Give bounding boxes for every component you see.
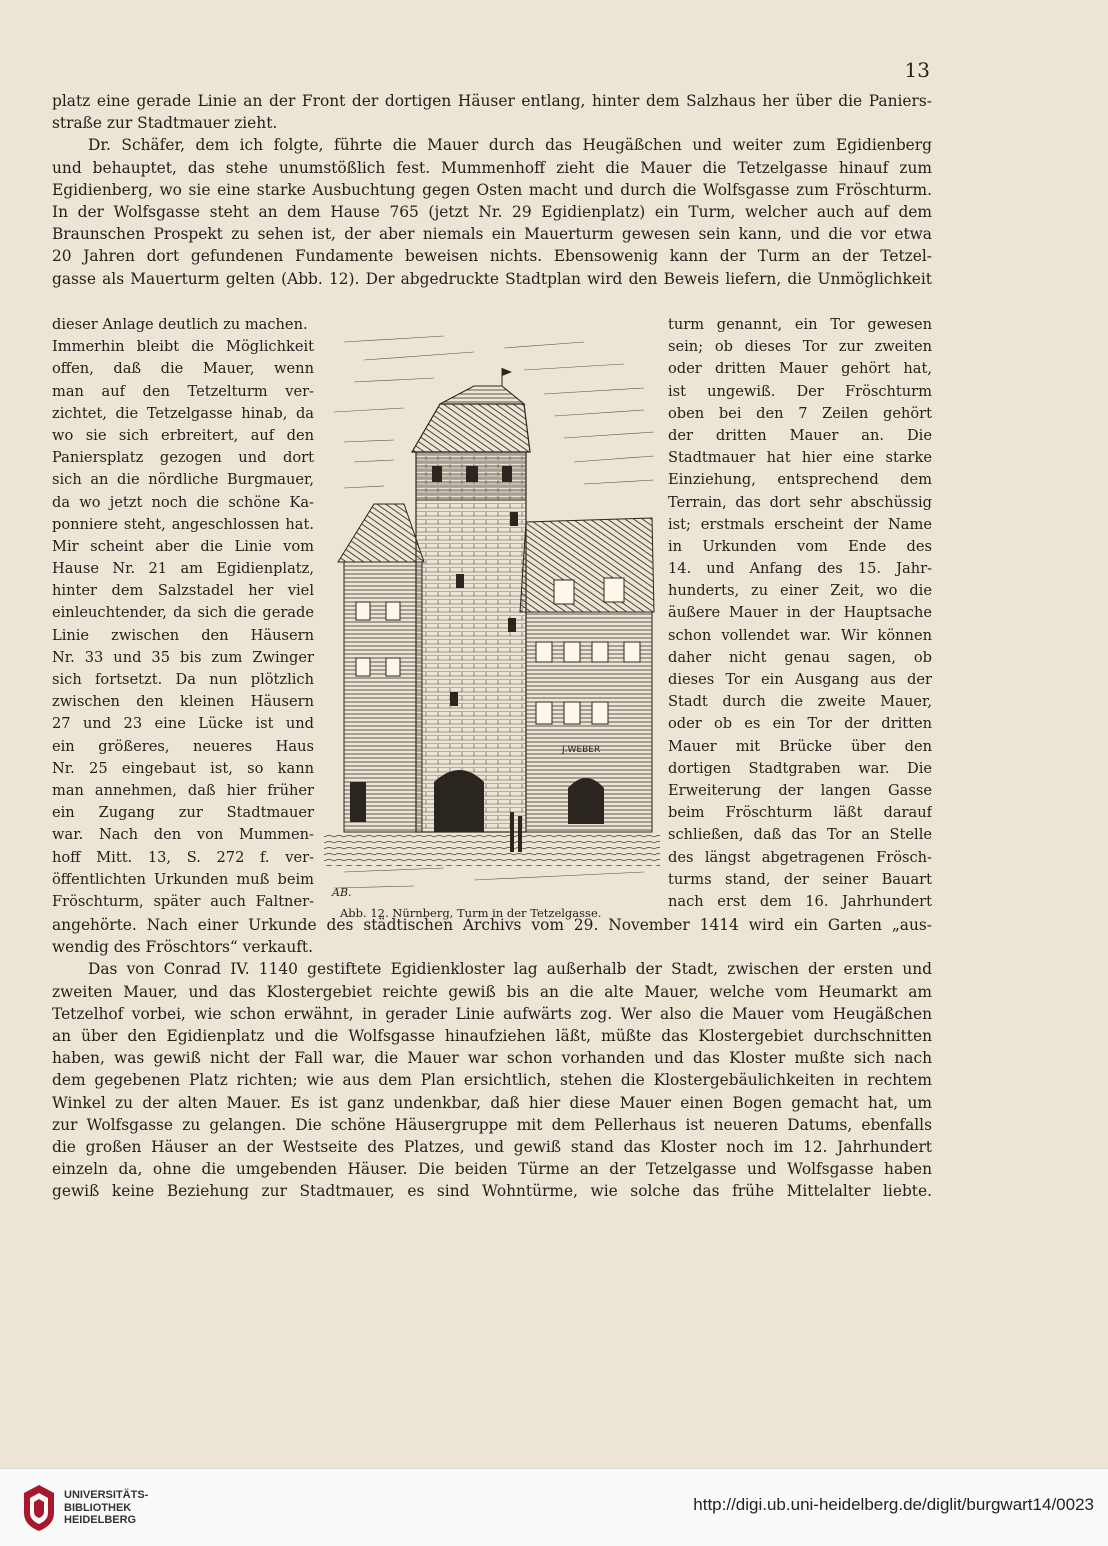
figure-caption: Abb. 12. Nürnberg, Turm in der Tetzelgasse. [340,906,602,920]
text-line: Egidienberg, wo sie eine starke Ausbuchtung gegen Osten macht und durch die Wolfsgasse zum Fröschturm. [52,180,932,199]
library-name-line: UNIVERSITÄTS- [64,1489,149,1501]
library-footer [0,1468,1108,1546]
text-line: dortigen Stadtgraben war. Die [668,759,932,777]
text-line: man auf den Tetzelturm ver- [52,382,314,400]
text-line: Immerhin bleibt die Möglichkeit [52,338,314,356]
text-line: Einziehung, entsprechend dem [668,471,932,489]
text-line: sich fortsetzt. Da nun plötzlich [52,671,314,688]
text-line: offen, daß die Mauer, wenn [52,360,314,378]
text-line: Mauer mit Brücke über den [668,737,932,755]
text-line: an über den Egidienplatz und die Wolfsgasse hinaufziehen läßt, müßte das Klostergebiet durchschnitten [52,1026,932,1045]
text-line: straße zur Stadtmauer zieht. [52,114,278,133]
text-line: des längst abgetragenen Frösch- [668,848,932,866]
text-line: Paniersplatz gezogen und dort [52,449,314,467]
text-line: oder dritten Mauer gehört hat, [668,360,932,378]
library-name-line: BIBLIOTHEK [64,1501,132,1514]
text-line: platz eine gerade Linie an der Front der dortigen Häuser entlang, hinter dem Salzhaus her über die Paniers- [52,92,932,110]
text-line: einleuchtender, da sich die gerade [52,604,314,622]
right-column [668,314,932,913]
text-line: sich an die nördliche Burgmauer, [52,471,314,489]
text-line: In der Wolfsgasse steht an dem Hause 765 (jetzt Nr. 29 Egidienplatz) ein Turm, welcher auch auf dem [52,202,932,221]
text-line: ist; erstmals erscheint der Name [668,515,932,533]
text-line: dieses Tor ein Ausgang aus der [668,671,932,688]
text-line: Mir scheint aber die Linie vom [52,537,314,555]
outro-paragraph [52,914,932,1202]
text-line: hoff Mitt. 13, S. 272 f. ver- [52,848,314,866]
left-house [338,504,424,832]
right-house [520,518,654,832]
text-line: Hause Nr. 21 am Egidienplatz, [52,560,314,578]
text-line: gewiß keine Beziehung zur Stadtmauer, es sind Wohntürme, wie solche das frühe Mittelalter liebte. [52,1182,932,1201]
text-line: Stadt durch die zweite Mauer, [668,693,932,711]
text-line: Terrain, das dort sehr abschüssig [668,493,932,511]
text-line: ein größeres, neueres Haus [52,737,314,755]
text-line: war. Nach den von Mummen- [52,826,314,844]
text-line: 27 und 23 eine Lücke ist und [52,715,314,733]
text-line: der dritten Mauer an. Die [668,426,932,444]
text-line: in Urkunden vom Ende des [668,537,932,555]
text-line: zwischen den kleinen Häusern [52,693,314,711]
text-line: beim Fröschturm läßt darauf [668,804,932,822]
page-number: 13 [904,58,930,82]
library-name [64,1489,148,1527]
text-line: 14. und Anfang des 15. Jahr- [668,560,932,578]
text-line: oder ob es ein Tor der dritten [668,715,932,733]
text-line: Erweiterung der langen Gasse [668,781,932,799]
text-line: sein; ob dieses Tor zur zweiten [668,338,932,356]
text-line: turm genannt, ein Tor gewesen [668,316,932,333]
text-line: wo sie sich erbreitert, auf den [52,426,314,444]
text-line: haben, was gewiß nicht der Fall war, die Mauer war schon vorhanden und das Kloster mußte sich nach [52,1049,932,1068]
tower-engraving [324,312,660,904]
text-line: einzeln da, ohne die umgebenden Häuser. Die beiden Türme an der Tetzelgasse und Wolfsgasse haben [52,1160,932,1179]
text-line: wendig des Fröschtors“ verkauft. [52,938,314,957]
text-line: man annehmen, daß hier früher [52,781,314,799]
source-url-link[interactable]: http://digi.ub.uni-heidelberg.de/diglit/burgwart14/0023 [693,1495,1094,1514]
text-line: Nr. 25 eingebaut ist, so kann [52,759,314,777]
text-line: zichtet, die Tetzelgasse hinab, da [52,404,314,422]
text-line: äußere Mauer in der Hauptsache [668,604,932,622]
text-line: und behauptet, das stehe unumstößlich fest. Mummenhoff zieht die Mauer die Tetzelgasse hinauf zum [52,158,932,177]
text-line: gasse als Mauerturm gelten (Abb. 12). Der abgedruckte Stadtplan wird den Beweis liefern, die Unmöglichkeit [52,269,932,288]
text-line: hunderts, zu einer Zeit, wo die [668,582,932,600]
text-line: ein Zugang zur Stadtmauer [52,804,314,822]
text-line: Nr. 33 und 35 bis zum Zwinger [52,648,314,666]
text-line: Stadtmauer hat hier eine starke [668,449,932,467]
text-line: die großen Häuser an der Westseite des Platzes, und gewiß stand das Kloster noch im 12. Jahrhundert [52,1137,932,1156]
library-name-line: HEIDELBERG [64,1514,137,1526]
text-line: Winkel zu der alten Mauer. Es ist ganz undenkbar, daß hier diese Mauer einen Bogen gemacht hat, um [52,1093,932,1112]
text-line: Tetzelhof vorbei, wie schon erwähnt, in gerader Linie aufwärts zog. Wer also die Mauer vom Heugäßchen [52,1004,932,1023]
text-line: zur Wolfsgasse zu gelangen. Die schöne Häusergruppe mit dem Pellerhaus ist neueren Datums, ebenfalls [52,1115,932,1134]
figure-tower-illustration [324,312,660,904]
text-line: schließen, daß das Tor an Stelle [668,826,932,844]
tower [412,368,530,832]
text-line: 20 Jahren dort gefundenen Fundamente beweisen nichts. Ebensowenig kann der Turm an der Tetzel- [52,247,932,266]
text-line: Fröschturm, später auch Faltner- [52,892,314,910]
text-line: Das von Conrad IV. 1140 gestiftete Egidienkloster lag außerhalb der Stadt, zwischen der ersten und [88,960,932,979]
text-line: ist ungewiß. Der Fröschturm [668,382,932,400]
text-line: angehörte. Nach einer Urkunde des städtischen Archivs vom 29. November 1414 wird ein Garten „aus- [52,916,932,934]
text-line: öffentlichten Urkunden muß beim [52,870,314,888]
text-line: daher nicht genau sagen, ob [668,648,932,666]
text-line: nach erst dem 16. Jahrhundert [668,892,932,910]
shop-sign: J.WEBER [562,745,601,755]
text-line: da wo jetzt noch die schöne Ka- [52,493,314,511]
text-line: schon vollendet war. Wir können [668,626,932,644]
text-line: Linie zwischen den Häusern [52,626,314,644]
text-line: dem gegebenen Platz richten; wie aus dem Plan ersichtlich, stehen die Klostergebäulichkeiten in rechtem [52,1071,932,1090]
intro-paragraph [52,90,932,290]
text-line: oben bei den 7 Zeilen gehört [668,404,932,422]
text-line: Braunschen Prospekt zu sehen ist, der aber niemals ein Mauerturm gewesen sein kann, und die vor etwa [52,225,932,244]
text-line: zweiten Mauer, und das Klostergebiet reichte gewiß bis an die alte Mauer, welche vom Heumarkt am [52,982,932,1001]
text-line: hinter dem Salzstadel her viel [52,582,314,600]
text-line: turms stand, der seiner Bauart [668,870,932,888]
left-column [52,314,314,913]
artist-monogram: AB. [332,886,352,899]
text-line: Dr. Schäfer, dem ich folgte, führte die Mauer durch das Heugäßchen und weiter zum Egidienberg [88,136,932,155]
library-seal-icon [22,1483,56,1533]
text-line: dieser Anlage deutlich zu machen. [52,316,308,333]
text-line: ponniere steht, angeschlossen hat. [52,515,314,533]
